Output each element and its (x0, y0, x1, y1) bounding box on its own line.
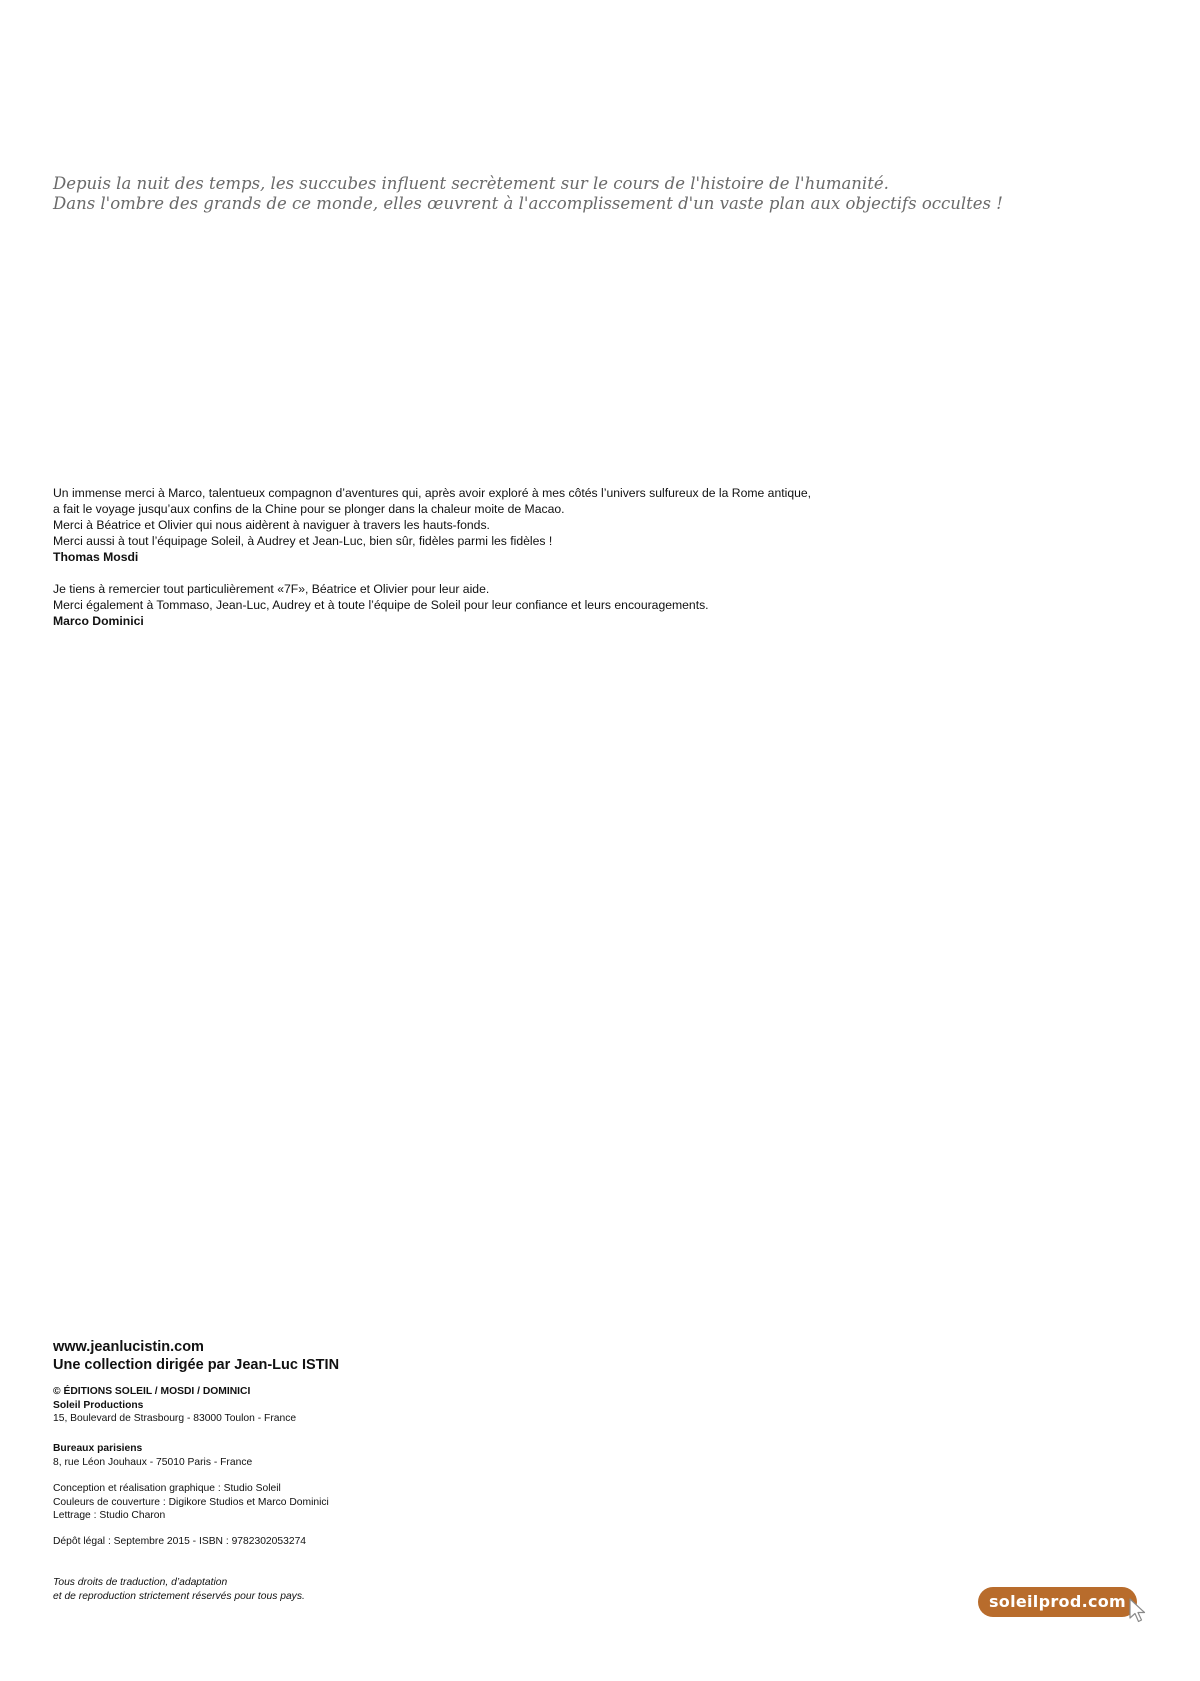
paris-office (53, 1442, 252, 1469)
thanks-mosdi-line-2: a fait le voyage jusqu’aux confins de la Chine pour se plonger dans la chaleur moite de Macao. (53, 502, 565, 516)
copyright-line: © ÉDITIONS SOLEIL / MOSDI / DOMINICI (53, 1386, 251, 1397)
legal-deposit-line: Dépôt légal : Septembre 2015 - ISBN : 9782302053274 (53, 1536, 307, 1547)
thanks-dominici (53, 581, 1053, 629)
publisher-info (53, 1385, 296, 1426)
collection-line: Une collection dirigée par Jean-Luc ISTIN (53, 1357, 340, 1373)
paris-office-address: 8, rue Léon Jouhaux - 75010 Paris - France (53, 1456, 253, 1468)
publisher-name: Soleil Productions (53, 1399, 144, 1411)
thanks-dominici-signature: Marco Dominici (53, 614, 144, 628)
thanks-mosdi-line-1: Un immense merci à Marco, talentueux compagnon d’aventures qui, après avoir exploré à mes côtés l’univers sulfureux de la Rome antique, (53, 486, 812, 500)
thanks-mosdi-signature: Thomas Mosdi (53, 550, 139, 564)
thanks-dominici-line-1: Je tiens à remercier tout particulièrement «7F», Béatrice et Olivier pour leur aide. (53, 582, 490, 596)
soleilprod-link-button[interactable]: soleilprod.com (978, 1587, 1137, 1617)
legal-deposit (53, 1535, 306, 1549)
intro-line-1: Depuis la nuit des temps, les succubes influent secrètement sur le cours de l'histoire de l'humanité. (53, 174, 889, 193)
thanks-dominici-line-2: Merci également à Tommaso, Jean-Luc, Audrey et à toute l’équipe de Soleil pour leur confiance et leurs encouragements. (53, 598, 709, 612)
intro-text (53, 174, 1053, 214)
rights-line-2: et de reproduction strictement réservés pour tous pays. (53, 1590, 305, 1602)
credits (53, 1482, 329, 1523)
cursor-icon (1128, 1598, 1148, 1624)
intro-line-2: Dans l'ombre des grands de ce monde, elles œuvrent à l'accomplissement d'un vaste plan aux objectifs occultes ! (53, 194, 1003, 213)
thanks-mosdi-line-4: Merci aussi à tout l’équipage Soleil, à Audrey et Jean-Luc, bien sûr, fidèles parmi les fidèles ! (53, 534, 553, 548)
thanks-mosdi (53, 485, 1053, 565)
credit-colors: Couleurs de couverture : Digikore Studios et Marco Dominici (53, 1496, 329, 1508)
publisher-address: 15, Boulevard de Strasbourg - 83000 Toulon - France (53, 1413, 297, 1424)
credit-lettering: Lettrage : Studio Charon (53, 1510, 166, 1521)
thanks-mosdi-line-3: Merci à Béatrice et Olivier qui nous aidèrent à naviguer à travers les hauts-fonds. (53, 518, 490, 532)
rights-notice (53, 1576, 305, 1603)
rights-line-1: Tous droits de traduction, d’adaptation (53, 1577, 228, 1588)
paris-office-title: Bureaux parisiens (53, 1443, 143, 1454)
credit-design: Conception et réalisation graphique : Studio Soleil (53, 1483, 281, 1494)
collection-header (53, 1338, 339, 1374)
website-link[interactable]: www.jeanlucistin.com (53, 1339, 204, 1355)
